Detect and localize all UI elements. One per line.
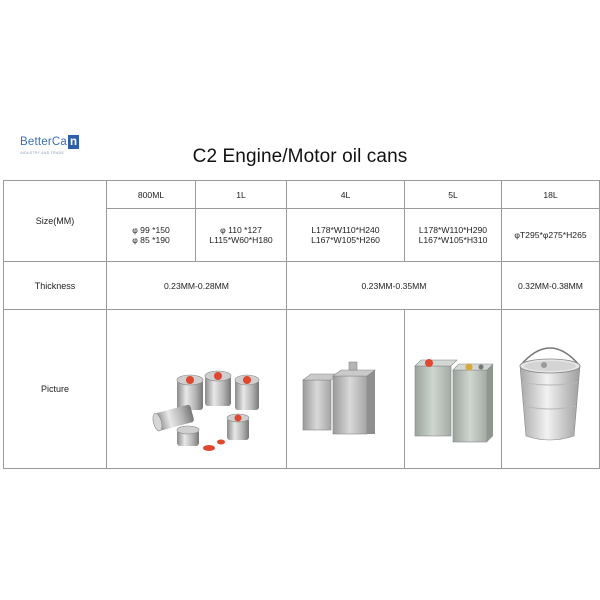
volume-4l: 4L: [287, 181, 405, 209]
size-4l: L178*W110*H240 L167*W105*H260: [287, 209, 405, 262]
rectangular-5l-cans-image: [405, 310, 501, 468]
picture-small-cans: [107, 310, 287, 469]
picture-4l-cans: [287, 310, 405, 469]
size-5l: L178*W110*H290 L167*W105*H310: [405, 209, 502, 262]
thickness-label: Thickness: [4, 262, 107, 310]
size-18l: φT295*φ275*H265: [502, 209, 600, 262]
picture-row: [4, 310, 600, 469]
volume-1l: 1L: [196, 181, 287, 209]
volume-800ml: 800ML: [107, 181, 196, 209]
header-row: [4, 181, 600, 209]
logo-tagline: INDUSTRY AND TRADE: [20, 151, 65, 155]
spec-table: [3, 180, 600, 469]
picture-5l-cans: [405, 310, 502, 469]
logo-text-last: n: [69, 136, 78, 148]
volume-5l: 5L: [405, 181, 502, 209]
pail-18l-image: [502, 310, 598, 468]
rectangular-4l-cans-image: [287, 310, 403, 468]
picture-label: Picture: [4, 310, 107, 469]
size-800ml: φ 99 *150 φ 85 *190: [107, 209, 196, 262]
size-label: Size(MM): [4, 181, 107, 262]
size-1l: φ 110 *127 L115*W60*H180: [196, 209, 287, 262]
thickness-18l: 0.32MM-0.38MM: [502, 262, 600, 310]
page-title: C2 Engine/Motor oil cans: [192, 146, 408, 167]
thickness-800ml-1l: 0.23MM-0.28MM: [107, 262, 287, 310]
small-tin-cans-image: [107, 310, 287, 468]
picture-18l-pail: [502, 310, 600, 469]
volume-18l: 18L: [502, 181, 600, 209]
thickness-row: [4, 262, 600, 310]
logo-text-main: BetterCa: [20, 136, 67, 148]
thickness-4l-5l: 0.23MM-0.35MM: [287, 262, 502, 310]
